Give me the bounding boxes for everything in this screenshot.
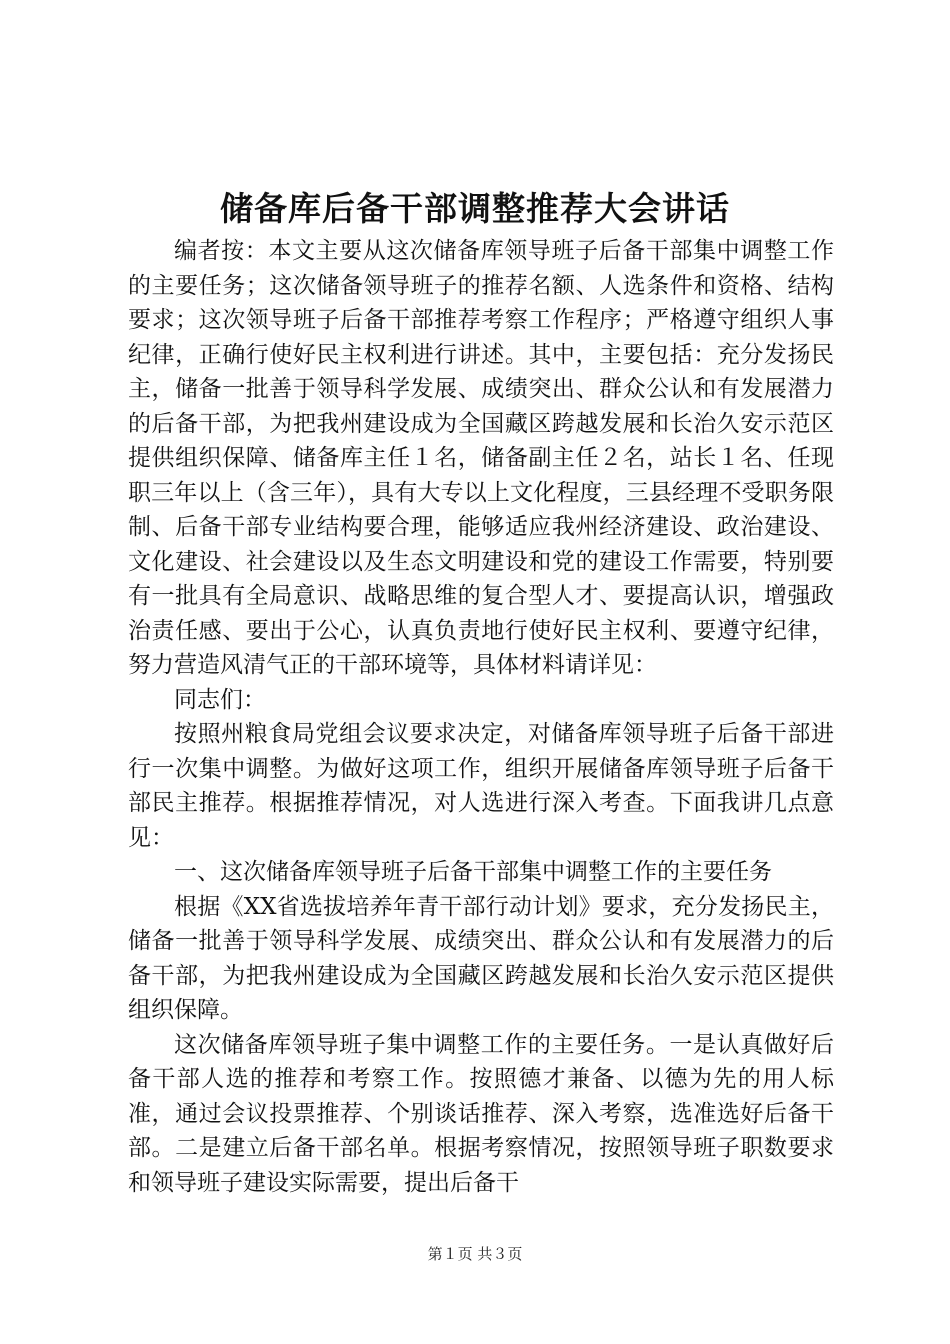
page-footer: 第１页 共３页 bbox=[427, 1245, 523, 1263]
salutation-paragraph: 同志们： bbox=[174, 686, 266, 713]
section-heading: 一、这次储备库领导班子后备干部集中调整工作的主要任务 bbox=[174, 859, 772, 885]
body-paragraph: 这次储备库领导班子集中调整工作的主要任务。一是认真做好后备干部人选的推荐和考察工作。按照德才兼备、以德为先的用人标准，通过会议投票推荐、个别谈话推荐、深入考察，选准选好后备干部。二是建立后备干部名单。根据考察情况，按照领导班子职数要求和领导班子建设实际需要，提出后备干 bbox=[128, 1031, 834, 1196]
body-paragraph: 按照州粮食局党组会议要求决定，对储备库领导班子后备干部进行一次集中调整。为做好这项工作，组织开展储备库领导班子后备干部民主推荐。根据推荐情况，对人选进行深入考查。下面我讲几点意见： bbox=[128, 721, 834, 851]
document-body bbox=[128, 234, 834, 1200]
editor-note-paragraph: 编者按：本文主要从这次储备库领导班子后备干部集中调整工作的主要任务；这次储备领导班子的推荐名额、人选条件和资格、结构要求；这次领导班子后备干部推荐考察工作程序；严格遵守组织人事纪律，正确行使好民主权利进行讲述。其中，主要包括：充分发扬民主，储备一批善于领导科学发展、成绩突出、群众公认和有发展潜力的后备干部，为把我州建设成为全国藏区跨越发展和长治久安示范区提供组织保障、储备库主任１名，储备副主任２名，站长１名、任现职三年以上（含三年），具有大专以上文化程度，三县经理不受职务限制、后备干部专业结构要合理，能够适应我州经济建设、政治建设、文化建设、社会建设以及生态文明建设和党的建设工作需要，特别要有一批具有全局意识、战略思维的复合型人才、要提高认识，增强政治责任感、要出于公心，认真负责地行使好民主权利、要遵守纪律，努力营造风清气正的干部环境等，具体材料请详见： bbox=[128, 238, 834, 678]
document-title: 储备库后备干部调整推荐大会讲话 bbox=[220, 189, 730, 228]
body-paragraph: 根据《XX省选拔培养年青干部行动计划》要求，充分发扬民主，储备一批善于领导科学发展、成绩突出、群众公认和有发展潜力的后备干部，为把我州建设成为全国藏区跨越发展和长治久安示范区提供组织保障。 bbox=[128, 893, 834, 1023]
